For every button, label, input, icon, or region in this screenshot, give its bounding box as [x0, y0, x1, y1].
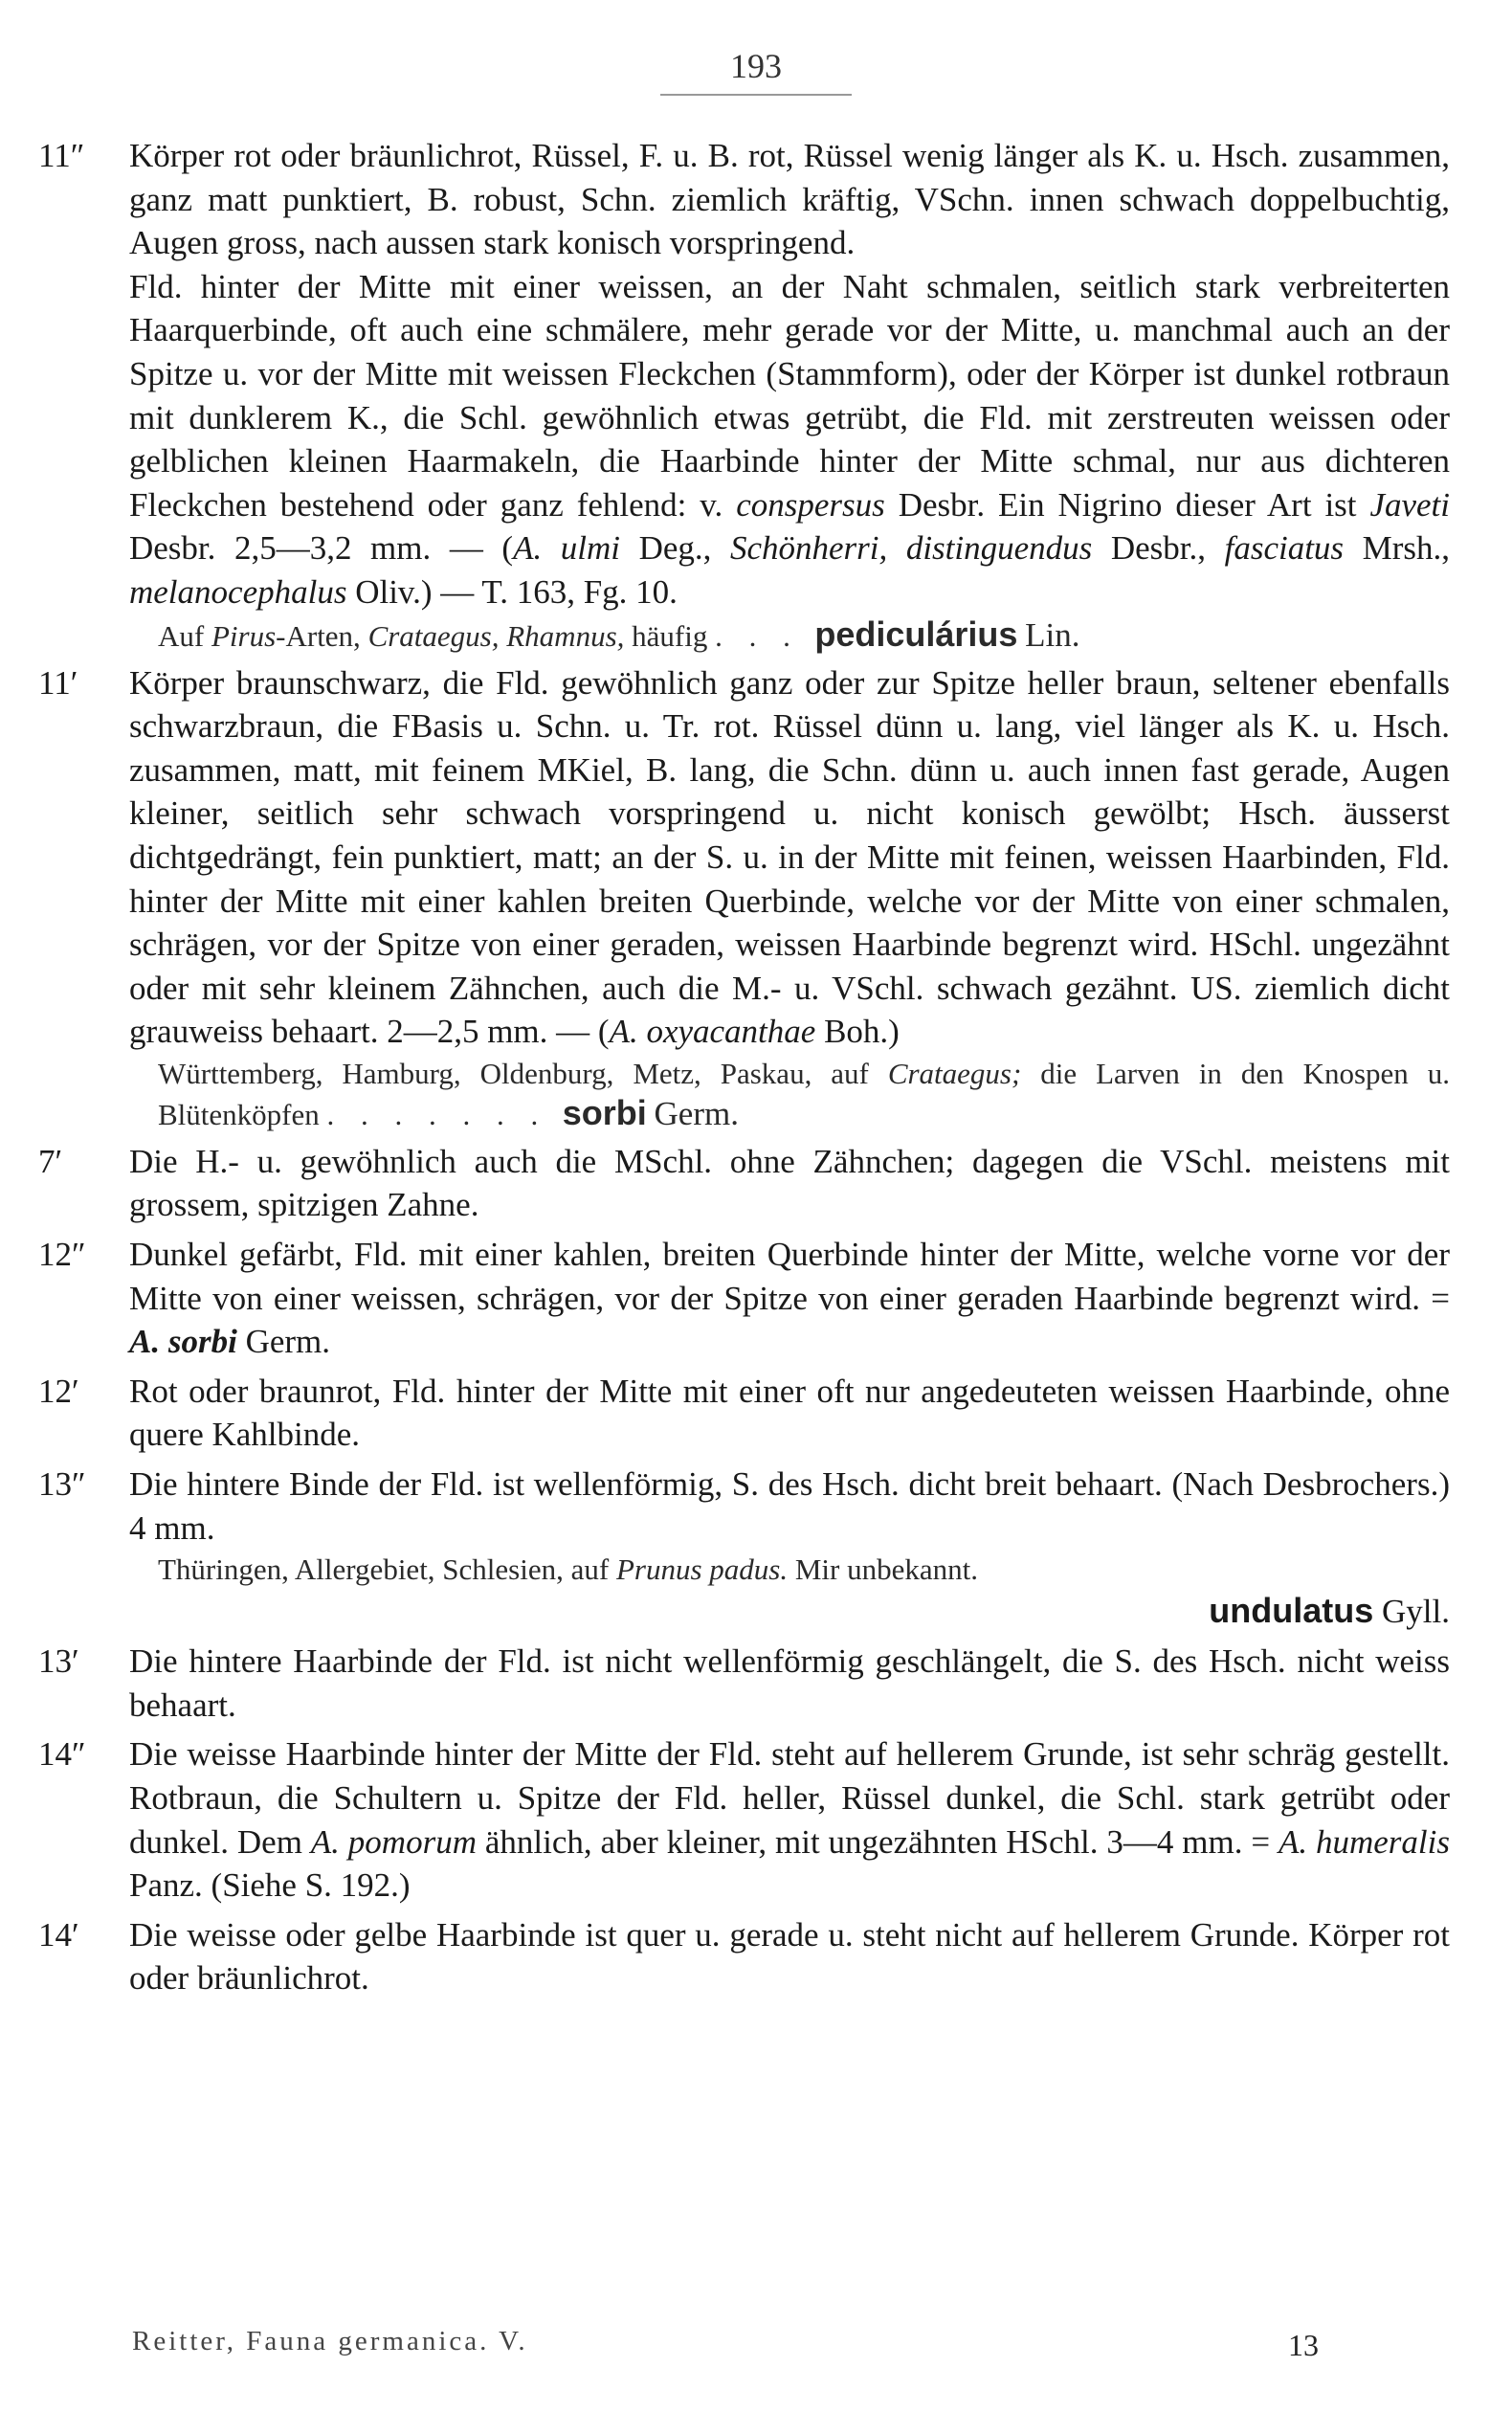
entry-text-2: Fld. hinter der Mitte mit einer weissen, an der Naht schmalen, seitlich stark verbreiterten Haarquerbinde, oft auch eine schmälere, mehr gerade vor der Mitte, u. manchmal auch an der Spitze u. vor der Mitte mit weissen Fleckchen (Stammform), oder der Körper ist dunkel rotbraun mit dunklerem K., die Schl. gewöhnlich etwas getrübt, die Fld. mit zerstreuten weissen oder gelblichen kleinen Haarmakeln, die Haarbinde hinter der Mitte schmal, nur aus dichteren Fleckchen bestehend oder ganz fehlend: v. conspersus Desbr. Ein Nigrino dieser Art ist Javeti Desbr. 2,5—3,2 mm. — (A. ulmi Deg., Schönherri, distinguendus Desbr., fasciatus Mrsh., melanocephalus Oliv.) — T. 163, Fg. 10.	[129, 267, 1451, 611]
key-content	[38, 134, 1450, 2006]
couplet-number: 13′	[38, 1642, 79, 1681]
habitat-note: Württemberg, Hamburg, Oldenburg, Metz, Paskau, auf Crataegus; die Larven in den Knospen u. Blütenköpfen . . . . . . . sorbi Germ.	[158, 1056, 1451, 1132]
key-entry-14b	[38, 1913, 1450, 2000]
species-author: Gyll.	[1382, 1593, 1450, 1631]
key-entry-12a	[38, 1233, 1450, 1364]
synonym-name: A. oxyacanthae	[609, 1013, 816, 1051]
signature-mark: 13	[1288, 2328, 1319, 2362]
key-entry-7b	[38, 1140, 1450, 1227]
entry-text: Die H.- u. gewöhnlich auch die MSchl. ohne Zähnchen; dagegen die VSchl. meistens mit grossem, spitzigen Zahne.	[129, 1142, 1450, 1224]
key-entry-13b	[38, 1640, 1450, 1727]
synonym-name: Schönherri, distinguendus	[729, 529, 1093, 568]
synonym-name: fasciatus	[1224, 529, 1345, 568]
key-entry-11a	[38, 134, 1450, 656]
page-footer	[132, 2326, 1319, 2362]
couplet-number: 11′	[38, 663, 78, 702]
species-line	[129, 1589, 1450, 1634]
couplet-number: 14″	[38, 1735, 86, 1774]
couplet-number: 11″	[38, 137, 85, 174]
key-entry-12b	[38, 1370, 1450, 1457]
couplet-number: 13″	[38, 1465, 86, 1504]
comparison-name: A. pomorum	[310, 1822, 477, 1861]
header-rule	[660, 94, 852, 96]
entry-text: Die weisse oder gelbe Haarbinde ist quer u. gerade u. steht nicht auf hellerem Grunde. Körper rot oder bräunlichrot.	[129, 1915, 1450, 1998]
couplet-number: 14′	[38, 1915, 79, 1954]
entry-text: Körper braunschwarz, die Fld. gewöhnlich ganz oder zur Spitze heller braun, seltener ebenfalls schwarzbraun, die FBasis u. Schn. u. Tr. rot. Rüssel dünn u. lang, viel länger als K. u. Hsch. zusammen, matt, mit feinem MKiel, B. lang, die Schn. dünn u. auch innen fast gerade, Augen kleiner, seitlich sehr schwach vorspringend u. nicht konisch gewölbt; Hsch. äusserst dichtgedrängt, fein punktiert, matt; an der S. u. in der Mitte mit feinen, weissen Haarbinden, Fld. hinter der Mitte mit einer kahlen breiten Querbinde, welche vor der Mitte von einer schmalen, schrägen, vor der Spitze von einer geraden, weissen Haarbinde begrenzt wird. HSchl. ungezähnt oder mit sehr kleinem Zähnchen, auch die M.- u. VSchl. schwach gezähnt. US. ziemlich dicht grauweiss behaart. 2—2,5 mm. — (A. oxyacanthae Boh.)	[129, 663, 1450, 1051]
species-name: pediculárius	[814, 614, 1018, 654]
species-name: undulatus	[1209, 1591, 1374, 1631]
couplet-number: 7′	[38, 1142, 63, 1180]
key-entry-13a	[38, 1463, 1450, 1634]
page-number: 193	[730, 47, 782, 85]
couplet-number: 12′	[38, 1372, 79, 1410]
species-name: sorbi	[562, 1092, 647, 1132]
entry-text: Körper rot oder bräunlichrot, Rüssel, F. u. B. rot, Rüssel wenig länger als K. u. Hsch. zusammen, ganz matt punktiert, B. robust, Schn. ziemlich kräftig, VSchn. innen schwach doppelbuchtig, Augen gross, nach aussen stark konisch vorspringend.	[129, 137, 1450, 262]
key-entry-14a	[38, 1732, 1450, 1907]
species-author: Lin.	[1025, 615, 1080, 654]
entry-text: Die hintere Binde der Fld. ist wellenförmig, S. des Hsch. dicht breit behaart. (Nach Desbrochers.) 4 mm.	[129, 1465, 1450, 1547]
running-footer-title: Reitter, Fauna germanica. V.	[132, 2326, 528, 2356]
species-author: Germ.	[654, 1094, 739, 1132]
habitat-note: Thüringen, Allergebiet, Schlesien, auf Prunus padus. Mir unbekannt.	[158, 1552, 978, 1587]
entry-text: Die hintere Haarbinde der Fld. ist nicht wellenförmig geschlängelt, die S. des Hsch. nicht weiss behaart.	[129, 1642, 1450, 1724]
reference-name: A. sorbi	[129, 1323, 237, 1361]
synonym-name: melanocephalus	[129, 572, 347, 611]
variety-name: conspersus	[736, 485, 885, 524]
entry-text: Rot oder braunrot, Fld. hinter der Mitte mit einer oft nur angedeuteten weissen Haarbinde, ohne quere Kahlbinde.	[129, 1372, 1450, 1454]
couplet-number: 12″	[38, 1236, 86, 1274]
synonym-name: A. ulmi	[513, 529, 620, 568]
habitat-note: Auf Pirus-Arten, Crataegus, Rhamnus, häufig . . . pediculárius Lin.	[158, 614, 1080, 654]
entry-text: Die weisse Haarbinde hinter der Mitte der Fld. steht auf hellerem Grunde, ist sehr schräg gestellt. Rotbraun, die Schultern u. Spitze der Fld. heller, Rüssel dunkel, die Schl. stark getrübt oder dunkel. Dem A. pomorum ähnlich, aber kleiner, mit ungezähnten HSchl. 3—4 mm. = A. humeralis Panz. (Siehe S. 192.)	[129, 1735, 1450, 1905]
entry-text: Dunkel gefärbt, Fld. mit einer kahlen, breiten Querbinde hinter der Mitte, welche vorne vor der Mitte von einer weissen, schrägen, vor der Spitze von einer geraden Haarbinde begrenzt wird. = A. sorbi Germ.	[129, 1236, 1450, 1361]
key-entry-11b	[38, 661, 1450, 1134]
synonym-name: A. humeralis	[1278, 1822, 1450, 1861]
variety-name: Javeti	[1369, 485, 1451, 524]
